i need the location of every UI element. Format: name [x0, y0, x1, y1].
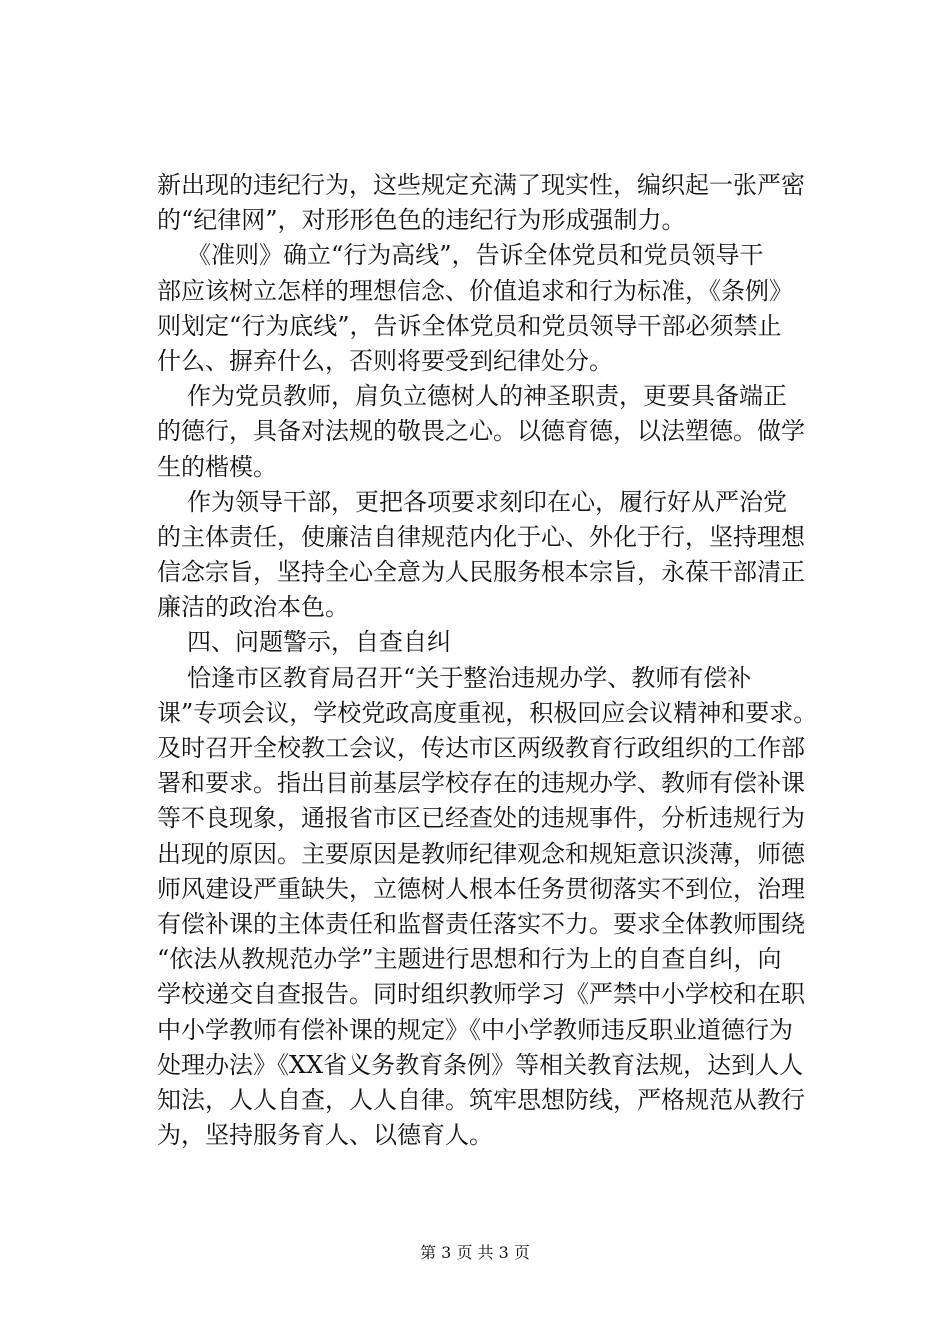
text-line: 为，坚持服务育人、以德育人。	[157, 1121, 493, 1150]
text-line: 及时召开全校教工会议，传达市区两级教育行政组织的工作部	[157, 734, 805, 762]
text-line: 等不良现象，通报省市区已经查处的违规事件，分析违规行为	[157, 804, 805, 833]
text-line: 生的楷模。	[157, 452, 277, 481]
text-line: “依法从教规范办学”主题进行思想和行为上的自查自纠，向	[157, 945, 782, 974]
text-line: 什么、摒弃什么，否则将要受到纪律处分。	[157, 346, 613, 375]
text-line: 知法，人人自查，人人自律。筑牢思想防线，严格规范从教行	[157, 1085, 805, 1114]
text-line: 廉洁的政治本色。	[157, 593, 349, 622]
text-line: 信念宗旨，坚持全心全意为人民服务根本宗旨，永葆干部清正	[157, 558, 805, 587]
text-line: 新出现的违纪行为，这些规定充满了现实性，编织起一张严密	[157, 171, 805, 199]
paragraph-start-line: 《准则》确立“行为高线”，告诉全体党员和党员领导干	[187, 241, 764, 270]
text-line: 师风建设严重缺失，立德树人根本任务贯彻落实不到位，治理	[157, 874, 805, 903]
page-number-footer: 第 3 页 共 3 页	[420, 1243, 530, 1262]
text-line: 处理办法》《XX省义务教育条例》等相关教育法规，达到人人	[157, 1050, 804, 1079]
paragraph-start-line: 恰逢市区教育局召开“关于整治违规办学、教师有偿补	[187, 663, 752, 692]
section-heading: 四、问题警示，自查自纠	[187, 628, 451, 657]
text-line: 课”专项会议，学校党政高度重视，积极回应会议精神和要求。	[157, 698, 818, 727]
document-body	[157, 168, 817, 1153]
text-line: 的德行，具备对法规的敬畏之心。以德育德，以法塑德。做学	[157, 417, 805, 446]
text-line: 中小学教师有偿补课的规定》《中小学教师违反职业道德行为	[157, 1015, 793, 1044]
text-line: 则划定“行为底线”，告诉全体党员和党员领导干部必须禁止	[157, 311, 782, 340]
text-line: 出现的原因。主要原因是教师纪律观念和规矩意识淡薄，师德	[157, 839, 805, 868]
paragraph-start-line: 作为领导干部，更把各项要求刻印在心，履行好从严治党	[187, 487, 787, 516]
text-line: 署和要求。指出目前基层学校存在的违规办学、教师有偿补课	[157, 769, 805, 798]
text-line: 部应该树立怎样的理想信念、价值追求和行为标准，《条例》	[157, 276, 793, 305]
text-line: 的“纪律网”，对形形色色的违纪行为形成强制力。	[157, 206, 686, 235]
text-line: 学校递交自查报告。同时组织教师学习《严禁中小学校和在职	[157, 980, 805, 1009]
text-line: 有偿补课的主体责任和监督责任落实不力。要求全体教师围绕	[157, 909, 805, 938]
paragraph-start-line: 作为党员教师，肩负立德树人的神圣职责，更要具备端正	[187, 382, 787, 411]
text-line: 的主体责任，使廉洁自律规范内化于心、外化于行，坚持理想	[157, 522, 805, 551]
